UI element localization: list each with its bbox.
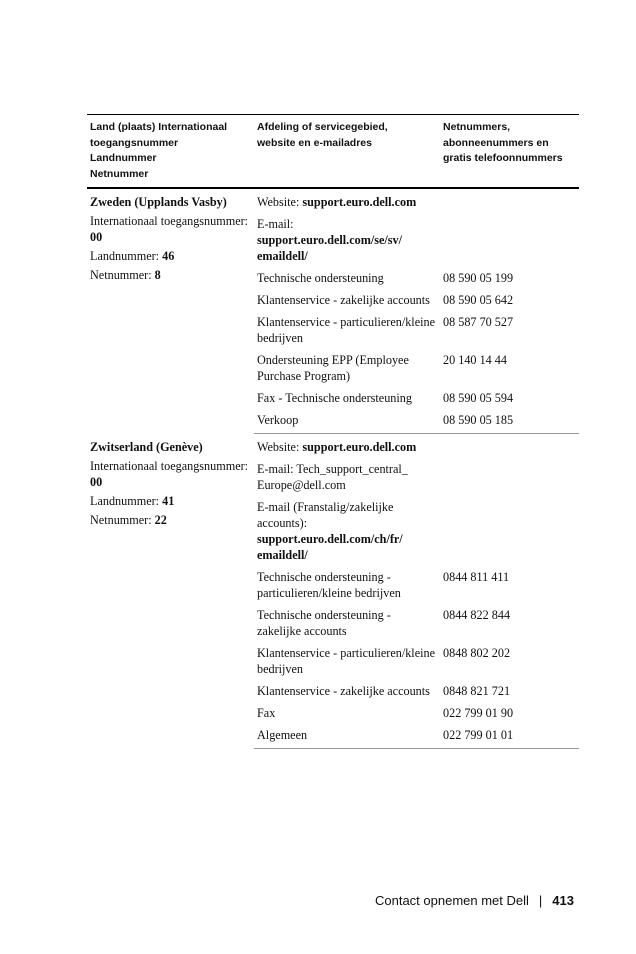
country-name: Zweden (Upplands Vasby)	[90, 195, 227, 209]
footer-separator: |	[538, 893, 543, 908]
header-numbers: Netnummers, abonneenummers en gratis telefoonnummers	[440, 115, 579, 189]
service-cell: Fax - Technische ondersteuning	[257, 391, 412, 405]
service-cell: Technische ondersteuning	[257, 271, 384, 285]
number-cell: 0844 822 844	[443, 608, 511, 622]
country-code: Landnummer: 41	[90, 493, 175, 508]
service-cell: Klantenservice - particulieren/kleine bedrijven	[257, 315, 435, 345]
area-code: Netnummer: 8	[90, 268, 161, 282]
email-cell: E-mail: Tech_support_central_ Europe@dell.com	[257, 462, 408, 492]
table-row	[87, 434, 579, 462]
number-cell: 0844 811 411	[443, 570, 510, 584]
header-country-codes: Land (plaats) Internationaal toegangsnummer Landnummer Netnummer	[87, 115, 254, 189]
page-number: 413	[552, 893, 574, 908]
number-cell	[440, 216, 579, 270]
number-cell	[440, 461, 579, 499]
service-cell: Algemeen	[254, 727, 440, 749]
email-cell: E-mail (Franstalig/zakelijke accounts): support.euro.dell.com/ch/fr/ emaildell/	[257, 500, 403, 562]
service-cell: Klantenservice - particulieren/kleine bedrijven	[257, 646, 435, 676]
contact-table	[87, 114, 579, 749]
number-cell: 08 590 05 199	[443, 271, 514, 285]
service-cell: Klantenservice - zakelijke accounts	[257, 684, 430, 698]
website-link[interactable]: support.euro.dell.com	[302, 195, 417, 209]
country-code: Landnummer: 46	[90, 249, 175, 263]
service-cell: Verkoop	[254, 412, 440, 434]
service-cell: Ondersteuning EPP (Employee Purchase Program)	[257, 353, 409, 383]
page-footer	[375, 893, 574, 908]
country-cell	[87, 188, 254, 434]
number-cell	[440, 499, 579, 569]
service-cell: Klantenservice - zakelijke accounts	[257, 293, 430, 307]
number-cell: 08 590 05 642	[443, 293, 514, 307]
number-cell: 20 140 14 44	[443, 353, 507, 367]
number-cell: 0848 821 721	[443, 684, 511, 698]
number-cell: 022 799 01 90	[443, 706, 514, 720]
area-code: Netnummer: 22	[90, 512, 167, 527]
number-cell: 08 590 05 594	[443, 391, 514, 405]
number-cell	[440, 188, 579, 216]
number-cell: 08 590 05 185	[440, 412, 579, 434]
number-cell: 022 799 01 01	[440, 727, 579, 749]
country-cell	[87, 434, 254, 749]
email-link[interactable]: support.euro.dell.com/se/sv/ emaildell/	[257, 233, 403, 263]
email-cell: E-mail: support.euro.dell.com/se/sv/ emaildell/	[257, 217, 403, 263]
intl-access-code: Internationaal toegangsnummer: 00	[90, 214, 249, 244]
table-header-row	[87, 115, 579, 189]
number-cell: 0848 802 202	[443, 646, 511, 660]
country-name: Zwitserland (Genève)	[90, 439, 203, 454]
table-row	[87, 188, 579, 216]
website-link[interactable]: support.euro.dell.com	[302, 440, 417, 454]
email-link[interactable]: support.euro.dell.com/ch/fr/ emaildell/	[257, 532, 403, 562]
service-cell: Fax	[257, 706, 276, 720]
header-department: Afdeling of servicegebied, website en e-mailadres	[254, 115, 440, 189]
service-cell: Technische ondersteuning - zakelijke accounts	[257, 608, 391, 638]
intl-access-code: Internationaal toegangsnummer: 00	[90, 458, 249, 489]
number-cell: 08 587 70 527	[443, 315, 514, 329]
website-cell: Website: support.euro.dell.com	[257, 195, 417, 209]
footer-section-title: Contact opnemen met Dell	[374, 893, 529, 908]
website-cell: Website: support.euro.dell.com	[257, 440, 417, 454]
number-cell	[440, 434, 579, 462]
service-cell: Technische ondersteuning - particulieren/kleine bedrijven	[257, 570, 401, 600]
